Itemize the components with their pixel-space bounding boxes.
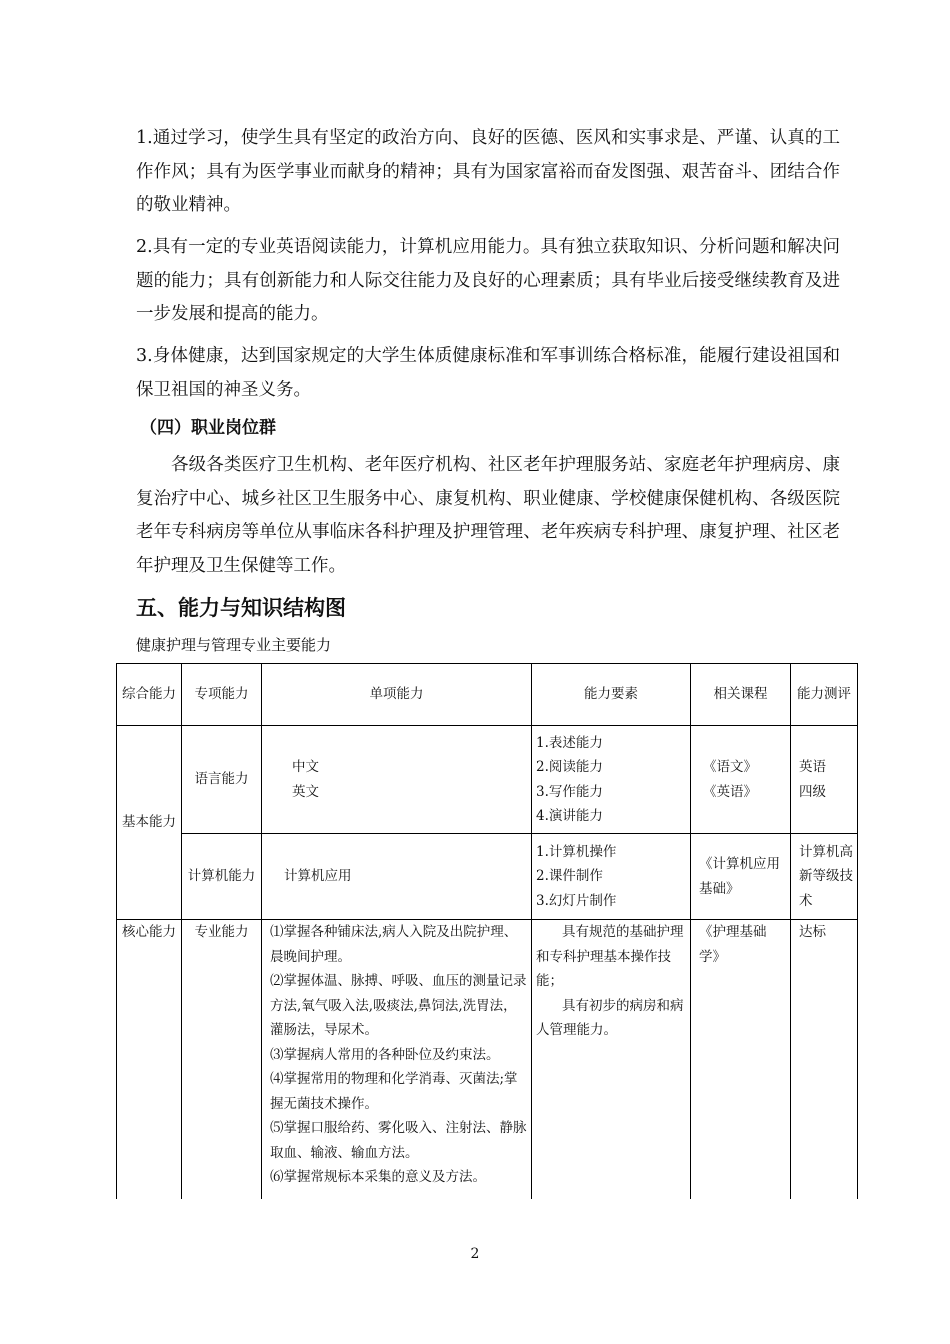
language-test-item: 四级	[799, 783, 826, 800]
header-single: 单项能力	[262, 664, 532, 726]
language-element-item: 2.阅读能力	[536, 759, 603, 775]
header-test: 能力测评	[791, 664, 858, 726]
core-element-item: 具有初步的病房和病人管理能力。	[536, 997, 684, 1038]
paragraph-3: 3.身体健康，达到国家规定的大学生体质健康标准和军事训练合格标准，能履行建设祖国和保卫祖国的神圣义务。	[136, 346, 840, 400]
core-single-item: ⑷掌握常用的物理和化学消毒、灭菌法;掌握无菌技术操作。	[270, 1071, 518, 1112]
core-single-item: ⑵掌握体温、脉搏、呼吸、血压的测量记录方法,氧气吸入法,吸痰法,鼻饲法,洗胃法，灌肠法，导尿术。	[270, 973, 527, 1038]
language-element-item: 3.写作能力	[536, 783, 603, 800]
language-courses	[691, 726, 791, 834]
paragraph-1: 1.通过学习，使学生具有坚定的政治方向、良好的医德、医风和实事求是、严谨、认真的工作作风；具有为医学事业而献身的精神；具有为国家富裕而奋发图强、艰苦奋斗、团结合作的敬业精神。	[136, 128, 840, 215]
computer-element-item: 2.课件制作	[536, 868, 603, 885]
computer-single: 计算机应用	[262, 834, 532, 920]
header-special: 专项能力	[182, 664, 262, 726]
table-row-computer	[117, 834, 858, 920]
page-number: 2	[470, 1246, 480, 1262]
paragraph-2: 2.具有一定的专业英语阅读能力，计算机应用能力。具有独立获取知识、分析问题和解决问题的能力；具有创新能力和人际交往能力及良好的心理素质；具有毕业后接受继续教育及进一步发展和提高的能力。	[136, 237, 840, 324]
language-test	[791, 726, 858, 834]
ability-table	[116, 663, 858, 1199]
header-courses: 相关课程	[691, 664, 791, 726]
header-comprehensive: 综合能力	[117, 664, 182, 726]
core-element-item: 具有规范的基础护理和专科护理基本操作技能；	[536, 924, 684, 989]
computer-special: 计算机能力	[182, 834, 262, 920]
language-element-item: 4.演讲能力	[536, 808, 603, 824]
computer-courses: 《计算机应用基础》	[691, 834, 791, 920]
basic-ability-label: 基本能力	[117, 726, 182, 920]
language-elements	[532, 726, 691, 834]
computer-elements	[532, 834, 691, 920]
section-4-heading: （四）职业岗位群	[140, 418, 276, 438]
language-special: 语言能力	[182, 726, 262, 834]
section-4-body: 各级各类医疗卫生机构、老年医疗机构、社区老年护理服务站、家庭老年护理病房、康复治疗中心、城乡社区卫生服务中心、康复机构、职业健康、学校健康保健机构、各级医院老年专科病房等单位从事临床各科护理及护理管理、老年疾病专科护理、康复护理、社区老年护理及卫生保健等工作。	[136, 455, 840, 576]
core-test: 达标	[791, 920, 858, 1199]
language-single-item: 中文	[292, 759, 319, 775]
core-single-item: ⑸掌握口服给药、雾化吸入、注射法、静脉取血、输液、输血方法。	[270, 1120, 527, 1161]
core-ability-label: 核心能力	[117, 920, 182, 1199]
core-courses: 《护理基础学》	[691, 920, 791, 1199]
core-single	[262, 920, 532, 1199]
table-row-language	[117, 726, 858, 834]
core-elements	[532, 920, 691, 1199]
language-element-item: 1.表述能力	[536, 734, 603, 751]
computer-test: 计算机高新等级技术	[791, 834, 858, 920]
computer-element-item: 1.计算机操作	[536, 843, 617, 860]
table-header-row	[117, 664, 858, 726]
header-elements: 能力要素	[532, 664, 691, 726]
language-course-item: 《语文》	[703, 759, 757, 775]
core-single-item: ⑴掌握各种铺床法,病人入院及出院护理、晨晚间护理。	[270, 924, 518, 965]
language-course-item: 《英语》	[703, 783, 757, 800]
table-caption: 健康护理与管理专业主要能力	[136, 636, 332, 654]
table-row-core	[117, 920, 858, 1199]
core-single-item: ⑹掌握常规标本采集的意义及方法。	[270, 1169, 486, 1185]
computer-element-item: 3.幻灯片制作	[536, 892, 617, 909]
core-special: 专业能力	[182, 920, 262, 1199]
section-5-heading: 五、能力与知识结构图	[136, 596, 346, 620]
language-test-item: 英语	[799, 759, 826, 775]
language-single-item: 英文	[292, 783, 319, 800]
core-single-item: ⑶掌握病人常用的各种卧位及约束法。	[270, 1046, 500, 1063]
language-single	[262, 726, 532, 834]
